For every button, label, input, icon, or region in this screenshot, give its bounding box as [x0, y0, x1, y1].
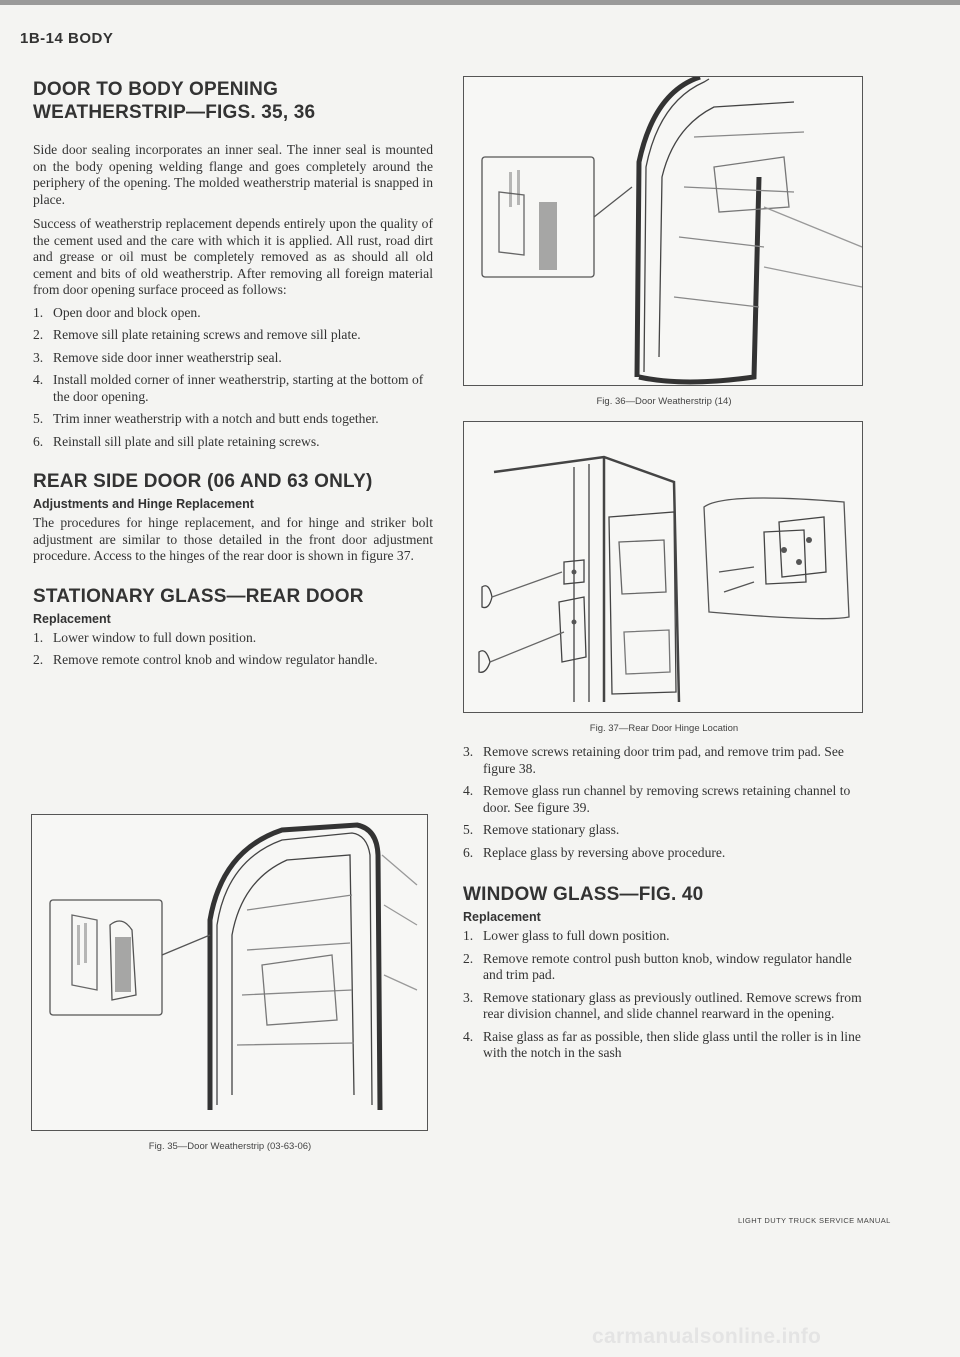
list-item [33, 350, 433, 367]
list-item [463, 928, 865, 945]
rear-door-hinge-illustration [464, 422, 862, 712]
step-text: Remove stationary glass. [483, 822, 620, 837]
subheading: Replacement [33, 611, 111, 626]
list-item [463, 1029, 865, 1062]
figure-35 [31, 814, 428, 1131]
subheading: Replacement [463, 910, 541, 924]
step-number: 3. [33, 349, 44, 365]
step-text: Lower window to full down position. [53, 629, 257, 645]
list-item [463, 990, 865, 1023]
step-number: 5. [33, 411, 44, 426]
watermark-text: carmanualsonline.info [592, 1325, 822, 1348]
step-number: 6. [463, 844, 474, 860]
step-number: 2. [33, 652, 44, 667]
step-text: Replace glass by reversing above procedure. [483, 844, 726, 860]
figure-37-caption: Fig. 37—Rear Door Hinge Location [589, 723, 739, 734]
step-number: 4. [463, 1028, 474, 1044]
list-item [463, 783, 865, 816]
step-text: Remove screws retaining door trim pad, and remove trim pad. See figure 38. [483, 744, 844, 776]
top-rule [0, 0, 960, 5]
figure-35-block [31, 814, 429, 1166]
list-item [33, 411, 433, 428]
paragraph: Side door sealing incorporates an inner seal. The inner seal is mounted on the body opening welding flange and goes completely around the periphery of the opening. The molded weatherstrip material is snapped in place. [33, 142, 433, 207]
section-title-door-opening [33, 78, 433, 124]
step-text: Reinstall sill plate and sill plate retaining screws. [53, 433, 320, 449]
step-number: 1. [33, 629, 44, 645]
step-number: 1. [33, 304, 44, 320]
step-number: 5. [463, 822, 474, 837]
left-column [33, 78, 433, 675]
figure-35-caption: Fig. 35—Door Weatherstrip (03-63-06) [148, 1141, 312, 1152]
step-text: Open door and block open. [53, 304, 201, 320]
list-item [33, 327, 433, 344]
list-item [33, 305, 433, 322]
steps-list [33, 305, 433, 451]
list-item [33, 434, 433, 451]
subheading: Adjustments and Hinge Replacement [33, 497, 254, 511]
section-title-line2: WEATHERSTRIP—FIGS. 35, 36 [33, 102, 316, 123]
right-column [463, 76, 865, 1068]
step-text: Remove sill plate retaining screws and remove sill plate. [53, 327, 361, 342]
step-number: 2. [463, 950, 474, 966]
list-item [463, 845, 865, 862]
door-weatherstrip-illustration [32, 815, 427, 1130]
step-number: 3. [463, 744, 474, 759]
steps-list [463, 744, 865, 861]
step-text: Remove remote control push button knob, window regulator handle and trim pad. [483, 950, 852, 982]
list-item [33, 372, 433, 405]
paragraph: The procedures for hinge replacement, and for hinge and striker bolt adjustment are similar to those detailed in the front door adjustment procedure. Access to the hinges of the rear door is shown in figure 37. [33, 515, 433, 563]
step-text: Raise glass as far as possible, then slide glass until the roller is in line with the notch in the sash [483, 1028, 861, 1060]
step-text: Remove side door inner weatherstrip seal. [53, 349, 282, 365]
page-header: 1B-14 BODY [20, 30, 114, 47]
list-item [33, 630, 433, 647]
steps-list [463, 928, 865, 1062]
footer-manual-title: LIGHT DUTY TRUCK SERVICE MANUAL [738, 1216, 891, 1225]
section-title-window-glass: WINDOW GLASS—FIG. 40 [463, 884, 704, 905]
step-number: 2. [33, 327, 44, 342]
step-number: 4. [463, 783, 474, 798]
section-title-line1: DOOR TO BODY OPENING [33, 79, 279, 100]
step-text: Remove glass run channel by removing screws retaining channel to door. See figure 39. [483, 783, 851, 815]
step-number: 6. [33, 433, 44, 449]
step-text: Lower glass to full down position. [483, 928, 670, 943]
step-text: Install molded corner of inner weatherstrip, starting at the bottom of the door opening. [53, 372, 424, 404]
section-title-stationary-glass: STATIONARY GLASS—REAR DOOR [33, 585, 364, 607]
list-item [463, 951, 865, 984]
door-weatherstrip-14-illustration [464, 77, 862, 385]
step-number: 3. [463, 989, 474, 1005]
figure-36-caption: Fig. 36—Door Weatherstrip (14) [596, 396, 732, 407]
step-number: 1. [463, 928, 474, 943]
section-title-rear-side-door: REAR SIDE DOOR (06 AND 63 ONLY) [33, 471, 373, 492]
list-item [33, 652, 433, 669]
list-item [463, 744, 865, 777]
figure-37 [463, 421, 863, 713]
list-item [463, 822, 865, 839]
step-number: 4. [33, 372, 44, 387]
paragraph: Success of weatherstrip replacement depends entirely upon the quality of the cement used and the care with which it is applied. All rust, road dirt and grease or oil must be completely removed as as should all old cement and bits of old weatherstrip. After removing all foreign material from door opening surface proceed as follows: [33, 216, 433, 297]
step-text: Trim inner weatherstrip with a notch and butt ends together. [53, 411, 379, 426]
figure-36 [463, 76, 863, 386]
step-text: Remove stationary glass as previously outlined. Remove screws from rear division channel, and slide channel rearward in the opening. [483, 989, 862, 1021]
step-text: Remove remote control knob and window regulator handle. [53, 652, 378, 667]
steps-list [33, 630, 433, 669]
